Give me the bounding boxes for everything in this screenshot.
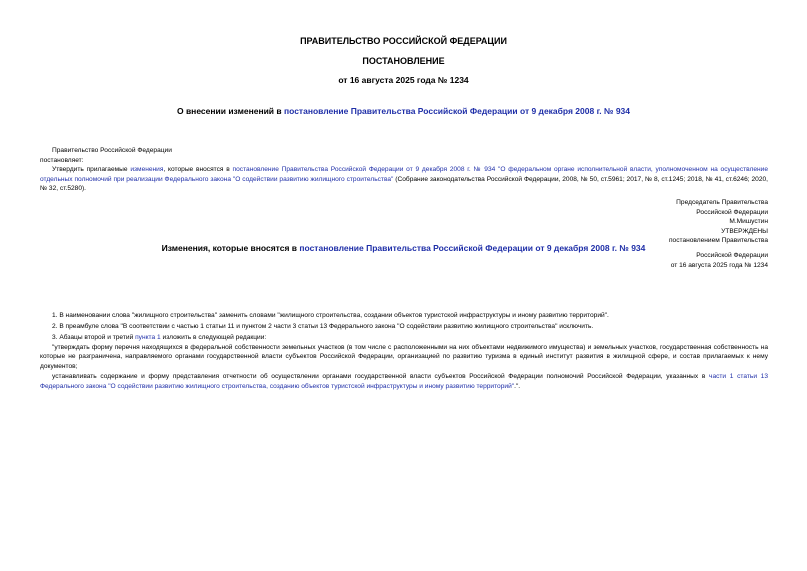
document-date-number: от 16 августа 2025 года № 1234 — [338, 75, 469, 85]
signature-position: Председатель Правительства — [676, 199, 768, 206]
quoted-paragraph-2 — [40, 372, 768, 391]
changes-title-decree-link[interactable]: постановление Правительства Российской Федерации от 9 декабря 2008 г. № 934 — [299, 243, 646, 253]
changes-title — [0, 243, 807, 253]
preamble — [40, 146, 768, 194]
changes-list — [40, 311, 768, 391]
preamble-line-resolves: постановляет: — [40, 156, 84, 164]
decree-934-link[interactable]: постановление Правительства Российской Федерации от 9 декабря 2008 г. № 934 "О федеральном органе исполнительной власти, уполномоченном на осуществление отдельных полномочий при реализации Федерального закона "О содействии развитию жилищного строительства" — [40, 166, 768, 183]
change-item-1: 1. В наименовании слова "жилищного строительства" заменить словами "жилищного строительства, создании объектов туристской инфраструктуры и иному развитию территорий". — [52, 312, 609, 319]
change-item-3-text-b: изложить в следующей редакции: — [160, 334, 267, 341]
preamble-paragraph — [40, 165, 768, 194]
preamble-line-government: Правительство Российской Федерации — [52, 147, 172, 154]
quoted-paragraph-2-text-a: устанавливать содержание и форму представления отчетности об осуществлении органами государственной власти субъектов Российской Федерации полномочий Российской Федерации, указанных в — [52, 373, 710, 380]
document-title-prefix: О внесении изменений в — [176, 106, 284, 116]
document-type: ПОСТАНОВЛЕНИЕ — [362, 56, 445, 66]
approval-stamp: УТВЕРЖДЕНЫ — [721, 227, 768, 235]
changes-link[interactable]: изменения — [130, 166, 164, 173]
government-title: ПРАВИТЕЛЬСТВО РОССИЙСКОЙ ФЕДЕРАЦИИ — [300, 36, 507, 46]
signature-country: Российской Федерации — [696, 208, 768, 216]
preamble-text-a: Утвердить прилагаемые — [52, 166, 131, 173]
federal-law-link[interactable]: части 1 статьи 13 Федерального закона "О содействии развитию жилищного строительства, созданию объектов туристской инфраструктуры и иному развитию территорий" — [40, 373, 768, 390]
title-decree-link[interactable]: постановление Правительства Российской Федерации от 9 декабря 2008 г. № 934 — [283, 106, 631, 116]
quoted-paragraph-1: "утверждать форму перечня находящихся в федеральной собственности земельных участков (в том числе с расположенными на них объектами недвижимого имущества) и земельных участков, государственная собственность на которые не разграничена, направляемого органами государственной власти субъектов Российской Федерации, организацией по развитию туризма в единый институт развития в жилищной сфере, и состав прилагаемых к нему документов; — [40, 343, 768, 370]
change-item-3 — [40, 333, 768, 343]
change-item-2: 2. В преамбуле слова "В соответствии с частью 1 статьи 11 и пунктом 2 части 3 статьи 13 Федерального закона "О содействии развитию жилищного строительства" исключить. — [52, 323, 594, 330]
preamble-text-b: , которые вносятся в — [163, 166, 233, 173]
preamble-text-c: (Собрание законодательства Российской Федерации, 2008, № 50, ст.5961; 2017, № 8, ст.1245; 2018, № 41, ст.6246; 2020, № 32, ст.5280). — [40, 175, 768, 192]
change-item-3-text-a: 3. Абзацы второй и третий — [52, 334, 136, 341]
signature-block — [669, 198, 768, 246]
changes-title-prefix: Изменения, которые вносятся в — [161, 243, 300, 253]
approval-by: постановлением Правительства — [668, 237, 768, 244]
item-1-link[interactable]: пункта 1 — [135, 334, 161, 341]
signature-name: М.Мишустин — [729, 218, 768, 225]
approval-date-number: от 16 августа 2025 года № 1234 — [670, 261, 768, 269]
approval-block — [671, 251, 768, 270]
quoted-paragraph-2-text-b: .". — [514, 382, 521, 390]
document-title — [0, 106, 807, 116]
approval-country: Российской Федерации — [696, 252, 768, 259]
